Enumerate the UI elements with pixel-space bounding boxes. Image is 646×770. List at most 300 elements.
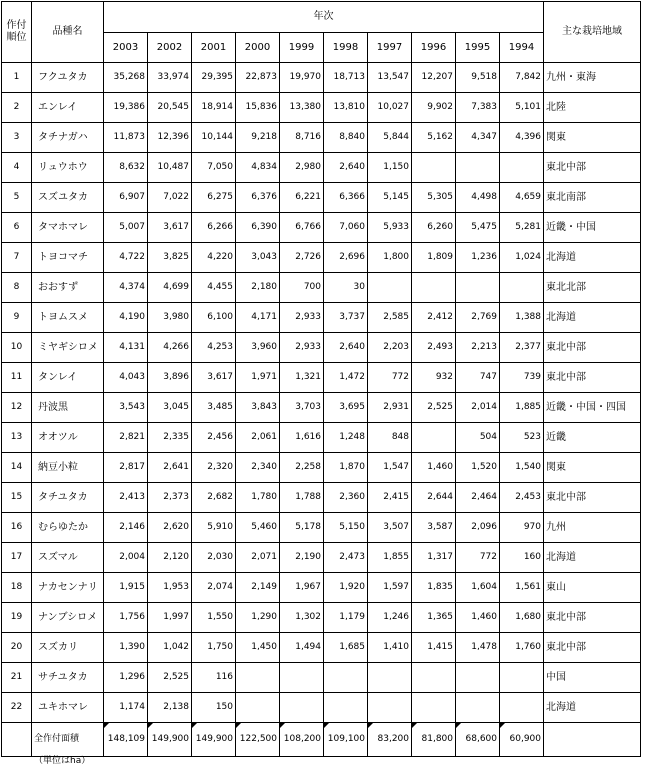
area-value-cell: 1,915 [104,573,148,603]
area-value-cell: 6,266 [192,213,236,243]
table-row [2,543,641,573]
area-value-cell: 2,213 [456,333,500,363]
area-value-cell [368,663,412,693]
area-value-cell: 1,494 [280,633,324,663]
rank-cell: 7 [2,243,32,273]
area-value-cell: 1,550 [192,603,236,633]
area-value-cell: 1,415 [412,633,456,663]
table-row [2,153,641,183]
total-value-cell [456,723,500,757]
area-value-cell: 2,464 [456,483,500,513]
cell-marker-icon [148,723,153,728]
total-value-cell [412,723,456,757]
area-value-cell: 4,659 [500,183,544,213]
region-cell: 東山 [544,573,641,603]
area-value-cell: 2,320 [192,453,236,483]
region-cell: 北海道 [544,303,641,333]
years-group-header: 年次 [104,2,544,33]
region-cell: 九州 [544,513,641,543]
area-value-cell: 7,383 [456,93,500,123]
area-value-cell: 2,525 [148,663,192,693]
total-value-text: 81,800 [421,734,453,744]
area-value-cell: 5,281 [500,213,544,243]
total-value-cell [324,723,368,757]
total-value-text: 148,109 [107,734,145,744]
table-row [2,123,641,153]
table-row [2,603,641,633]
total-value-text: 68,600 [465,734,497,744]
area-value-cell: 20,545 [148,93,192,123]
rank-cell: 5 [2,183,32,213]
cell-marker-icon [324,723,329,728]
area-value-cell: 2,473 [324,543,368,573]
area-value-cell: 6,260 [412,213,456,243]
area-value-cell: 772 [456,543,500,573]
area-value-cell: 4,396 [500,123,544,153]
area-value-cell: 29,395 [192,63,236,93]
area-value-cell: 1,174 [104,693,148,723]
area-value-cell: 2,769 [456,303,500,333]
area-value-cell: 4,498 [456,183,500,213]
area-value-cell: 9,902 [412,93,456,123]
area-value-cell [456,273,500,303]
area-value-cell: 5,145 [368,183,412,213]
area-value-cell: 3,703 [280,393,324,423]
area-value-cell: 1,460 [456,603,500,633]
area-value-cell: 2,641 [148,453,192,483]
area-value-cell: 4,374 [104,273,148,303]
area-value-cell: 1,302 [280,603,324,633]
table-row [2,633,641,663]
table-row [2,363,641,393]
area-value-cell: 4,699 [148,273,192,303]
area-value-cell: 6,390 [236,213,280,243]
area-value-cell: 523 [500,423,544,453]
soybean-variety-table [1,1,641,757]
table-row [2,213,641,243]
area-value-cell [500,663,544,693]
area-value-cell: 18,713 [324,63,368,93]
area-value-cell: 4,043 [104,363,148,393]
rank-cell: 6 [2,213,32,243]
table-row [2,693,641,723]
region-cell: 近畿・中国・四国 [544,393,641,423]
variety-name-cell: スズユタカ [32,183,104,213]
region-cell: 関東 [544,453,641,483]
rank-cell: 22 [2,693,32,723]
area-value-cell: 2,640 [324,333,368,363]
rank-cell: 1 [2,63,32,93]
region-header: 主な栽培地域 [544,2,641,63]
area-value-cell: 5,460 [236,513,280,543]
area-value-cell: 18,914 [192,93,236,123]
area-value-cell: 772 [368,363,412,393]
table-row [2,93,641,123]
area-value-cell: 2,377 [500,333,544,363]
area-value-cell: 2,453 [500,483,544,513]
rank-cell: 3 [2,123,32,153]
area-value-cell: 8,632 [104,153,148,183]
area-value-cell: 1,997 [148,603,192,633]
area-value-cell: 33,974 [148,63,192,93]
area-value-cell: 19,970 [280,63,324,93]
area-value-cell: 5,150 [324,513,368,543]
area-value-cell [500,693,544,723]
area-value-cell: 1,472 [324,363,368,393]
area-value-cell [236,693,280,723]
area-value-cell [412,663,456,693]
rank-cell: 4 [2,153,32,183]
rank-cell: 16 [2,513,32,543]
variety-name-cell: スズカリ [32,633,104,663]
area-value-cell: 1,680 [500,603,544,633]
area-value-cell: 1,835 [412,573,456,603]
region-cell: 関東 [544,123,641,153]
area-value-cell: 160 [500,543,544,573]
year-header: 2002 [148,33,192,63]
cell-marker-icon [368,723,373,728]
area-value-cell: 2,620 [148,513,192,543]
region-cell: 近畿・中国 [544,213,641,243]
area-value-cell: 7,060 [324,213,368,243]
variety-name-cell: タマホマレ [32,213,104,243]
area-value-cell: 848 [368,423,412,453]
area-value-cell: 1,561 [500,573,544,603]
area-value-cell: 2,585 [368,303,412,333]
year-header: 1994 [500,33,544,63]
area-value-cell: 1,855 [368,543,412,573]
area-value-cell: 13,810 [324,93,368,123]
area-value-cell: 12,207 [412,63,456,93]
area-value-cell: 6,766 [280,213,324,243]
area-value-cell [456,153,500,183]
area-value-cell: 2,004 [104,543,148,573]
area-value-cell: 970 [500,513,544,543]
area-value-cell: 1,971 [236,363,280,393]
region-cell: 北海道 [544,543,641,573]
area-value-cell: 2,138 [148,693,192,723]
area-value-cell: 4,171 [236,303,280,333]
table-row [2,63,641,93]
area-value-cell: 1,388 [500,303,544,333]
area-value-cell: 3,960 [236,333,280,363]
rank-cell: 12 [2,393,32,423]
area-value-cell: 2,456 [192,423,236,453]
area-value-cell: 1,616 [280,423,324,453]
area-value-cell: 4,455 [192,273,236,303]
area-value-cell: 10,144 [192,123,236,153]
area-value-cell: 1,296 [104,663,148,693]
total-value-cell [280,723,324,757]
table-row [2,243,641,273]
area-value-cell: 5,162 [412,123,456,153]
area-value-cell: 5,844 [368,123,412,153]
total-value-cell [148,723,192,757]
area-value-cell: 504 [456,423,500,453]
area-value-cell: 10,027 [368,93,412,123]
area-value-cell: 2,980 [280,153,324,183]
area-value-cell: 1,800 [368,243,412,273]
variety-name-cell: 丹波黒 [32,393,104,423]
area-value-cell: 13,380 [280,93,324,123]
cell-marker-icon [280,723,285,728]
total-value-cell [104,723,148,757]
area-value-cell: 9,518 [456,63,500,93]
total-value-cell [500,723,544,757]
area-value-cell: 700 [280,273,324,303]
area-value-cell: 7,050 [192,153,236,183]
area-value-cell [412,153,456,183]
rank-cell: 17 [2,543,32,573]
area-value-cell: 3,485 [192,393,236,423]
table-row [2,513,641,543]
rank-header-line1: 作付 [6,19,27,31]
area-value-cell: 1,540 [500,453,544,483]
area-value-cell: 1,967 [280,573,324,603]
rank-cell: 21 [2,663,32,693]
area-value-cell: 1,809 [412,243,456,273]
rank-cell: 15 [2,483,32,513]
total-value-text: 60,900 [509,734,541,744]
area-value-cell: 2,258 [280,453,324,483]
area-value-cell: 2,149 [236,573,280,603]
cell-marker-icon [192,723,197,728]
rank-header-line2: 順位 [6,32,27,43]
area-value-cell: 2,014 [456,393,500,423]
area-value-cell: 3,896 [148,363,192,393]
variety-name-cell: トヨコマチ [32,243,104,273]
area-value-cell: 35,268 [104,63,148,93]
area-value-cell: 2,335 [148,423,192,453]
variety-name-cell: 納豆小粒 [32,453,104,483]
total-blank-cell [2,723,32,757]
header-row-top [2,2,641,33]
area-value-cell: 5,007 [104,213,148,243]
area-value-cell: 4,131 [104,333,148,363]
area-value-cell [412,423,456,453]
area-value-cell: 2,525 [412,393,456,423]
year-header: 2000 [236,33,280,63]
region-cell: 北海道 [544,243,641,273]
area-value-cell: 5,475 [456,213,500,243]
area-value-cell: 1,410 [368,633,412,663]
area-value-cell: 3,825 [148,243,192,273]
area-value-cell: 6,100 [192,303,236,333]
region-cell: 東北中部 [544,483,641,513]
area-value-cell: 1,478 [456,633,500,663]
area-value-cell [368,693,412,723]
area-value-cell: 2,030 [192,543,236,573]
variety-name-cell: タンレイ [32,363,104,393]
area-value-cell: 2,933 [280,333,324,363]
area-value-cell: 1,248 [324,423,368,453]
area-value-cell: 10,487 [148,153,192,183]
area-value-cell: 2,726 [280,243,324,273]
area-value-cell: 4,190 [104,303,148,333]
area-value-cell: 1,685 [324,633,368,663]
area-value-cell: 4,266 [148,333,192,363]
unit-note: （単位はha） [34,756,91,766]
variety-name-cell: タチユタカ [32,483,104,513]
area-value-cell: 2,415 [368,483,412,513]
area-value-cell: 1,450 [236,633,280,663]
variety-name-cell: ミヤギシロメ [32,333,104,363]
area-value-cell: 3,695 [324,393,368,423]
area-value-cell: 3,980 [148,303,192,333]
rank-cell: 14 [2,453,32,483]
area-value-cell: 3,617 [192,363,236,393]
area-value-cell: 2,682 [192,483,236,513]
area-value-cell: 2,412 [412,303,456,333]
year-header: 1999 [280,33,324,63]
area-value-cell [368,273,412,303]
rank-cell: 11 [2,363,32,393]
area-value-cell: 3,587 [412,513,456,543]
area-value-cell: 2,931 [368,393,412,423]
cell-marker-icon [104,723,109,728]
area-value-cell: 1,290 [236,603,280,633]
area-value-cell: 2,360 [324,483,368,513]
variety-name-cell: おおすず [32,273,104,303]
rank-cell: 10 [2,333,32,363]
area-value-cell: 1,953 [148,573,192,603]
variety-name-cell: フクユタカ [32,63,104,93]
table-row [2,663,641,693]
variety-header: 品種名 [32,2,104,63]
area-value-cell: 2,644 [412,483,456,513]
area-value-cell: 22,873 [236,63,280,93]
area-value-cell: 1,920 [324,573,368,603]
variety-name-cell: ナカセンナリ [32,573,104,603]
region-cell: 中国 [544,663,641,693]
variety-name-cell: スズマル [32,543,104,573]
area-value-cell: 1,321 [280,363,324,393]
total-value-text: 122,500 [239,734,277,744]
area-value-cell: 2,817 [104,453,148,483]
variety-name-cell: エンレイ [32,93,104,123]
table-row [2,423,641,453]
cell-marker-icon [412,723,417,728]
area-value-cell: 9,218 [236,123,280,153]
area-value-cell: 2,203 [368,333,412,363]
year-header: 2001 [192,33,236,63]
area-value-cell: 1,520 [456,453,500,483]
area-value-cell: 2,180 [236,273,280,303]
area-value-cell: 5,178 [280,513,324,543]
area-value-cell: 6,221 [280,183,324,213]
area-value-cell: 7,022 [148,183,192,213]
year-header: 2003 [104,33,148,63]
area-value-cell: 15,836 [236,93,280,123]
area-value-cell: 2,146 [104,513,148,543]
variety-name-cell: サチユタカ [32,663,104,693]
total-label-cell: 全作付面積 [32,723,104,757]
area-value-cell [412,273,456,303]
area-value-cell: 30 [324,273,368,303]
total-value-text: 109,100 [327,734,365,744]
area-value-cell: 3,043 [236,243,280,273]
area-value-cell: 150 [192,693,236,723]
area-value-cell: 3,617 [148,213,192,243]
variety-name-cell: トヨムスメ [32,303,104,333]
area-value-cell: 6,907 [104,183,148,213]
table-row [2,273,641,303]
total-value-text: 149,900 [151,734,189,744]
region-cell: 東北中部 [544,333,641,363]
area-value-cell: 3,045 [148,393,192,423]
area-value-cell: 1,597 [368,573,412,603]
area-value-cell: 4,722 [104,243,148,273]
area-value-cell: 6,275 [192,183,236,213]
area-value-cell: 1,460 [412,453,456,483]
cell-marker-icon [456,723,461,728]
rank-header [2,2,32,63]
table-row [2,453,641,483]
cell-marker-icon [236,723,241,728]
area-value-cell: 5,101 [500,93,544,123]
area-value-cell: 8,716 [280,123,324,153]
year-header: 1995 [456,33,500,63]
variety-name-cell: ナンブシロメ [32,603,104,633]
area-value-cell [412,693,456,723]
rank-cell: 8 [2,273,32,303]
area-value-cell: 1,236 [456,243,500,273]
total-value-cell [192,723,236,757]
area-value-cell [456,663,500,693]
region-cell: 北海道 [544,693,641,723]
region-cell: 東北南部 [544,183,641,213]
area-value-cell [500,153,544,183]
rank-cell: 18 [2,573,32,603]
total-value-cell [236,723,280,757]
area-value-cell [236,663,280,693]
region-cell: 東北中部 [544,153,641,183]
area-value-cell: 4,347 [456,123,500,153]
area-value-cell: 739 [500,363,544,393]
area-value-cell: 1,246 [368,603,412,633]
area-value-cell [456,693,500,723]
area-value-cell: 4,834 [236,153,280,183]
area-value-cell: 12,396 [148,123,192,153]
area-value-cell: 1,885 [500,393,544,423]
area-value-cell: 1,390 [104,633,148,663]
area-value-cell [324,663,368,693]
total-value-text: 149,900 [195,734,233,744]
area-value-cell: 6,366 [324,183,368,213]
area-value-cell: 2,120 [148,543,192,573]
region-cell: 東北北部 [544,273,641,303]
region-cell: 近畿 [544,423,641,453]
cell-marker-icon [500,723,505,728]
area-value-cell: 5,305 [412,183,456,213]
area-value-cell: 1,870 [324,453,368,483]
year-header: 1996 [412,33,456,63]
rank-cell: 2 [2,93,32,123]
table-row [2,483,641,513]
area-value-cell: 13,547 [368,63,412,93]
area-value-cell: 1,317 [412,543,456,573]
area-value-cell: 1,756 [104,603,148,633]
area-value-cell: 2,074 [192,573,236,603]
total-value-cell [368,723,412,757]
area-value-cell: 1,365 [412,603,456,633]
rank-cell: 13 [2,423,32,453]
area-value-cell: 6,376 [236,183,280,213]
area-value-cell: 1,024 [500,243,544,273]
region-cell: 東北中部 [544,363,641,393]
area-value-cell: 11,873 [104,123,148,153]
region-cell: 九州・東海 [544,63,641,93]
